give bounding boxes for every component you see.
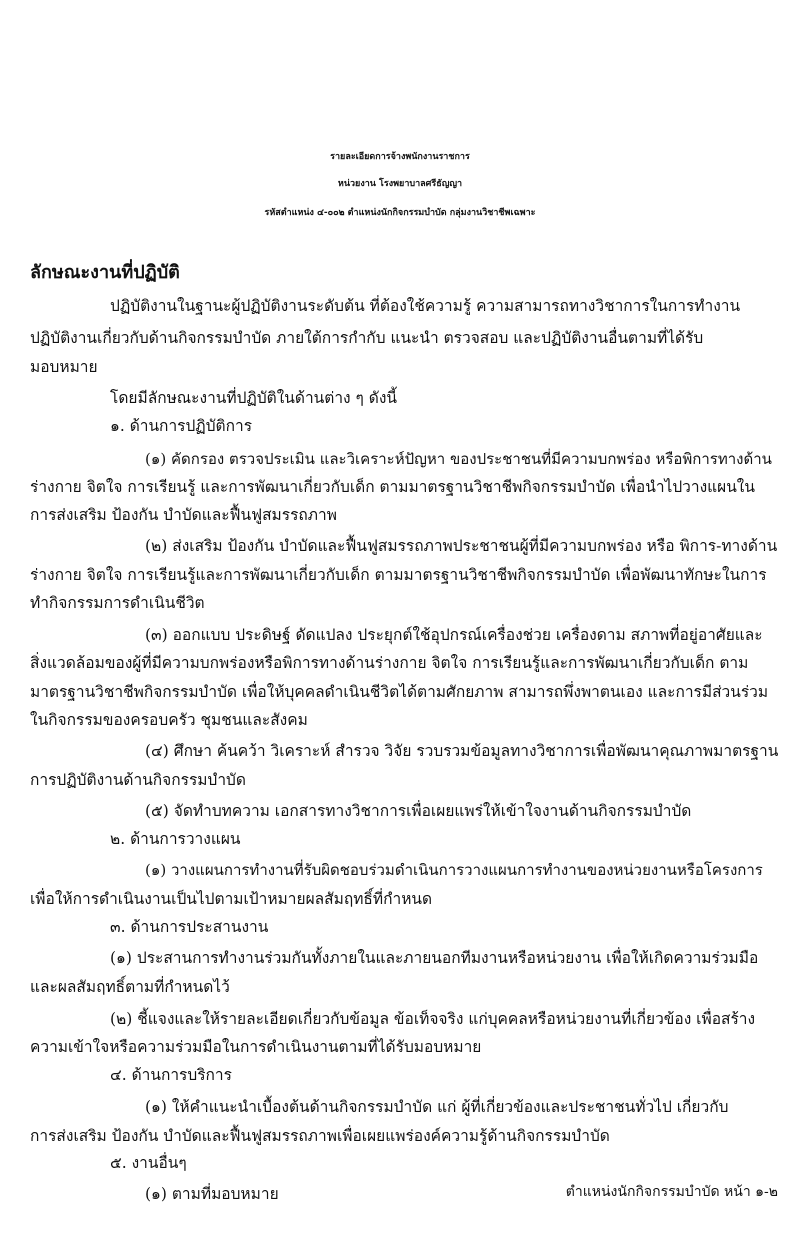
item-3-2-line-1: (๒) ชี้แจงและให้รายละเอียดเกี่ยวกับข้อมูล ข้อเท็จจริง แก่บุคคลหรือหน่วยงานที่เกี่ยวข้อง เพื่อสร้าง	[110, 1010, 756, 1028]
item-4-1-line-1: (๑) ให้คำแนะนำเบื้องต้นด้านกิจกรรมบำบัด แก่ ผู้ที่เกี่ยวข้องและประชาชนทั่วไป เกี่ยวกับ	[145, 1098, 729, 1116]
item-3-2-line-2: ความเข้าใจหรือความร่วมมือในการดำเนินงานตามที่ได้รับมอบหมาย	[30, 1038, 482, 1056]
section-1-title: ๑. ด้านการปฏิบัติการ	[110, 417, 253, 435]
item-1-2-line-3: ทำกิจกรรมการดำเนินชีวิต	[30, 594, 205, 612]
intro-line-2: ปฏิบัติงานเกี่ยวกับด้านกิจกรรมบำบัด ภายใต้การกำกับ แนะนำ ตรวจสอบ และปฏิบัติงานอื่นตามที่ได้รับ	[30, 329, 704, 347]
item-3-1-line-1: (๑) ประสานการทำงานร่วมกันทั้งภายในและภายนอกทีมงานหรือหน่วยงาน เพื่อให้เกิดความร่วมมือ	[110, 949, 759, 967]
section-5-title: ๕. งานอื่นๆ	[110, 1154, 187, 1172]
item-1-3-line-2: สิ่งแวดล้อมของผู้ที่มีความบกพร่องหรือพิการทางด้านร่างกาย จิตใจ การเรียนรู้และการพัฒนาเกี่ยวกับเด็ก ตาม	[30, 654, 749, 672]
item-1-4-line-2: การปฏิบัติงานด้านกิจกรรมบำบัด	[30, 771, 246, 789]
item-1-1-line-2: ร่างกาย จิตใจ การเรียนรู้ และการพัฒนาเกี่ยวกับเด็ก ตามมาตรฐานวิชาชีพกิจกรรมบำบัด เพื่อนำไปวางแผนใน	[30, 478, 755, 496]
item-5-1: (๑) ตามที่มอบหมาย	[145, 1185, 279, 1203]
section-3-title: ๓. ด้านการประสานงาน	[110, 918, 269, 936]
intro-line-1: ปฏิบัติงานในฐานะผู้ปฏิบัติงานระดับต้น ที่ต้องใช้ความรู้ ความสามารถทางวิชาการในการทำงาน	[110, 297, 741, 315]
title-line-1: รายละเอียดการจ้างพนักงานราชการ	[330, 152, 470, 162]
section-4-title: ๔. ด้านการบริการ	[110, 1066, 232, 1084]
item-4-1-line-2: การส่งเสริม ป้องกัน บำบัดและฟื้นฟูสมรรถภาพเพื่อเผยแพร่องค์ความรู้ด้านกิจกรรมบำบัด	[30, 1127, 610, 1145]
item-1-2-line-2: ร่างกาย จิตใจ การเรียนรู้และการพัฒนาเกี่ยวกับเด็ก ตามมาตรฐานวิชาชีพกิจกรรมบำบัด เพื่อพัฒนาทักษะในการ	[30, 566, 767, 584]
section-2-title: ๒. ด้านการวางแผน	[110, 830, 241, 848]
item-1-2-line-1: (๒) ส่งเสริม ป้องกัน บำบัดและฟื้นฟูสมรรถภาพประชาชนผู้ที่มีความบกพร่อง หรือ พิการ-ทางด้าน	[145, 537, 778, 555]
item-2-1-line-2: เพื่อให้การดำเนินงานเป็นไปตามเป้าหมายผลสัมฤทธิ์ที่กำหนด	[30, 890, 433, 908]
item-1-3-line-1: (๓) ออกแบบ ประดิษฐ์ ดัดแปลง ประยุกต์ใช้อุปกรณ์เครื่องช่วย เครื่องดาม สภาพที่อยู่อาศัยและ	[145, 626, 763, 644]
item-1-1-line-3: การส่งเสริม ป้องกัน บำบัดและฟื้นฟูสมรรถภาพ	[30, 506, 337, 524]
item-1-3-line-3: มาตรฐานวิชาชีพกิจกรรมบำบัด เพื่อให้บุคคลดำเนินชีวิตได้ตามศักยภาพ สามารถพึ่งพาตนเอง และการมีส่วนร่วม	[30, 683, 769, 701]
title-line-2: หน่วยงาน โรงพยาบาลศรีธัญญา	[337, 179, 463, 189]
item-1-3-line-4: ในกิจกรรมของครอบครัว ชุมชนและสังคม	[30, 711, 308, 729]
item-1-1-line-1: (๑) คัดกรอง ตรวจประเมิน และวิเคราะห์ปัญหา ของประชาชนที่มีความบกพร่อง หรือพิการทางด้าน	[145, 450, 772, 468]
page-footer: ตำแหน่งนักกิจกรรมบำบัด หน้า ๑-๒	[565, 1184, 778, 1200]
title-line-3: รหัสตำแหน่ง ๔-๐๐๒ ตำแหน่งนักกิจกรรมบำบัด กลุ่มงานวิชาชีพเฉพาะ	[264, 208, 536, 218]
item-3-1-line-2: และผลสัมฤทธิ์ตามที่กำหนดไว้	[30, 978, 230, 996]
item-2-1-line-1: (๑) วางแผนการทำงานที่รับผิดชอบร่วมดำเนินการวางแผนการทำงานของหน่วยงานหรือโครงการ	[145, 861, 763, 879]
intro-line-3: มอบหมาย	[30, 358, 98, 376]
lead-paragraph: โดยมีลักษณะงานที่ปฏิบัติในด้านต่าง ๆ ดังนี้	[110, 389, 398, 407]
item-1-5: (๕) จัดทำบทความ เอกสารทางวิชาการเพื่อเผยแพร่ให้เข้าใจงานด้านกิจกรรมบำบัด	[145, 802, 692, 820]
item-1-4-line-1: (๔) ศึกษา ค้นคว้า วิเคราะห์ สำรวจ วิจัย รวบรวมข้อมูลทางวิชาการเพื่อพัฒนาคุณภาพมาตรฐาน	[145, 742, 779, 760]
section-heading: ลักษณะงานที่ปฏิบัติ	[30, 262, 180, 283]
